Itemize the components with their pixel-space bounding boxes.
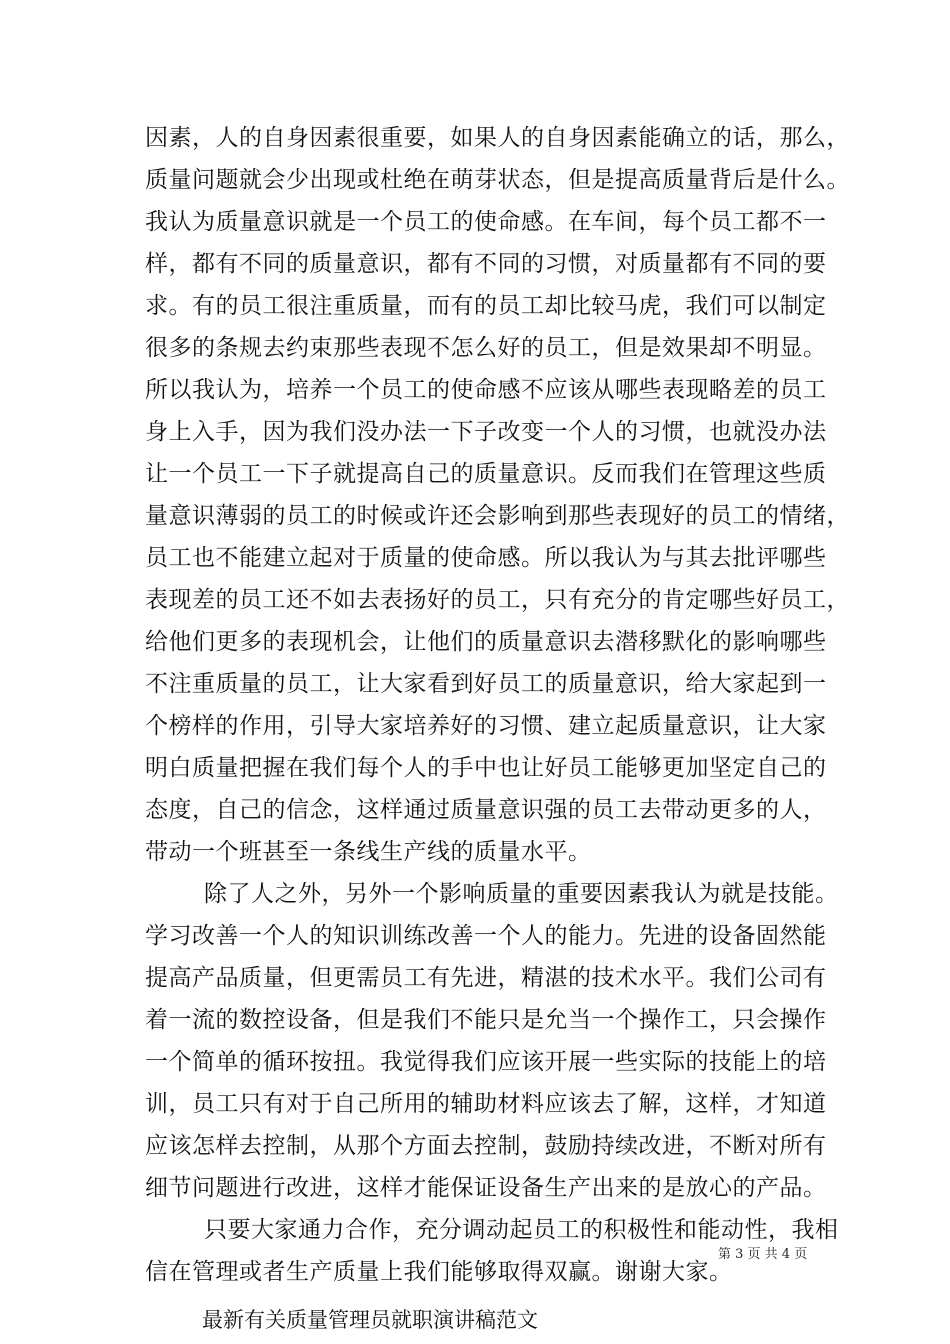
text-line: 表现差的员工还不如去表扬好的员工，只有充分的肯定哪些好员工， [145,587,850,613]
text-line: 所以我认为，培养一个员工的使命感不应该从哪些表现略差的员工 [145,377,827,403]
text-line: 学习改善一个人的知识训练改善一个人的能力。先进的设备固然能 [145,923,827,949]
text-line: 员工也不能建立起对于质量的使命感。所以我认为与其去批评哪些 [145,545,827,571]
text-line: 着一流的数控设备，但是我们不能只是允当一个操作工，只会操作 [145,1007,827,1033]
text-line: 我认为质量意识就是一个员工的使命感。在车间，每个员工都不一 [145,209,827,235]
paragraph-1 [145,117,850,873]
text-line: 让一个员工一下子就提高自己的质量意识。反而我们在管理这些质 [145,461,827,487]
text-line: 细节问题进行改进，这样才能保证设备生产出来的是放心的产品。 [145,1175,827,1201]
text-line: 态度，自己的信念，这样通过质量意识强的员工去带动更多的人， [145,797,827,823]
text-line: 除了人之外，另外一个影响质量的重要因素我认为就是技能。 [204,881,839,907]
text-line: 给他们更多的表现机会，让他们的质量意识去潜移默化的影响哪些 [145,629,827,655]
text-line: 因素，人的自身因素很重要，如果人的自身因素能确立的话，那么， [145,125,850,151]
text-line: 个榜样的作用，引导大家培养好的习惯、建立起质量意识，让大家 [145,713,827,739]
text-line: 求。有的员工很注重质量，而有的员工却比较马虎，我们可以制定 [145,293,827,319]
text-line: 提高产品质量，但更需员工有先进，精湛的技术水平。我们公司有 [145,965,827,991]
next-article-title: 最新有关质量管理员就职演讲稿范文 [202,1308,538,1332]
text-line: 量意识薄弱的员工的时候或许还会影响到那些表现好的员工的情绪， [145,503,850,529]
page-indicator: 第 3 页 共 4 页 [718,1247,808,1262]
text-line: 只要大家通力合作，充分调动起员工的积极性和能动性，我相 [204,1217,839,1243]
text-line: 质量问题就会少出现或杜绝在萌芽状态，但是提高质量背后是什么。 [145,167,850,193]
text-line: 很多的条规去约束那些表现不怎么好的员工，但是效果却不明显。 [145,335,827,361]
text-line: 不注重质量的员工，让大家看到好员工的质量意识，给大家起到一 [145,671,827,697]
paragraph-2 [145,873,839,1209]
document-body [145,117,850,1341]
text-line: 信在管理或者生产质量上我们能够取得双赢。谢谢大家。 [145,1259,733,1285]
text-line: 一个简单的循环按扭。我觉得我们应该开展一些实际的技能上的培 [145,1049,827,1075]
text-line: 应该怎样去控制，从那个方面去控制，鼓励持续改进，不断对所有 [145,1133,827,1159]
text-line: 明白质量把握在我们每个人的手中也让好员工能够更加坚定自己的 [145,755,827,781]
text-line: 训，员工只有对于自己所用的辅助材料应该去了解，这样，才知道 [145,1091,827,1117]
text-line: 样，都有不同的质量意识，都有不同的习惯，对质量都有不同的要 [145,251,827,277]
text-line: 身上入手，因为我们没办法一下子改变一个人的习惯，也就没办法 [145,419,827,445]
text-line: 带动一个班甚至一条线生产线的质量水平。 [145,839,592,865]
